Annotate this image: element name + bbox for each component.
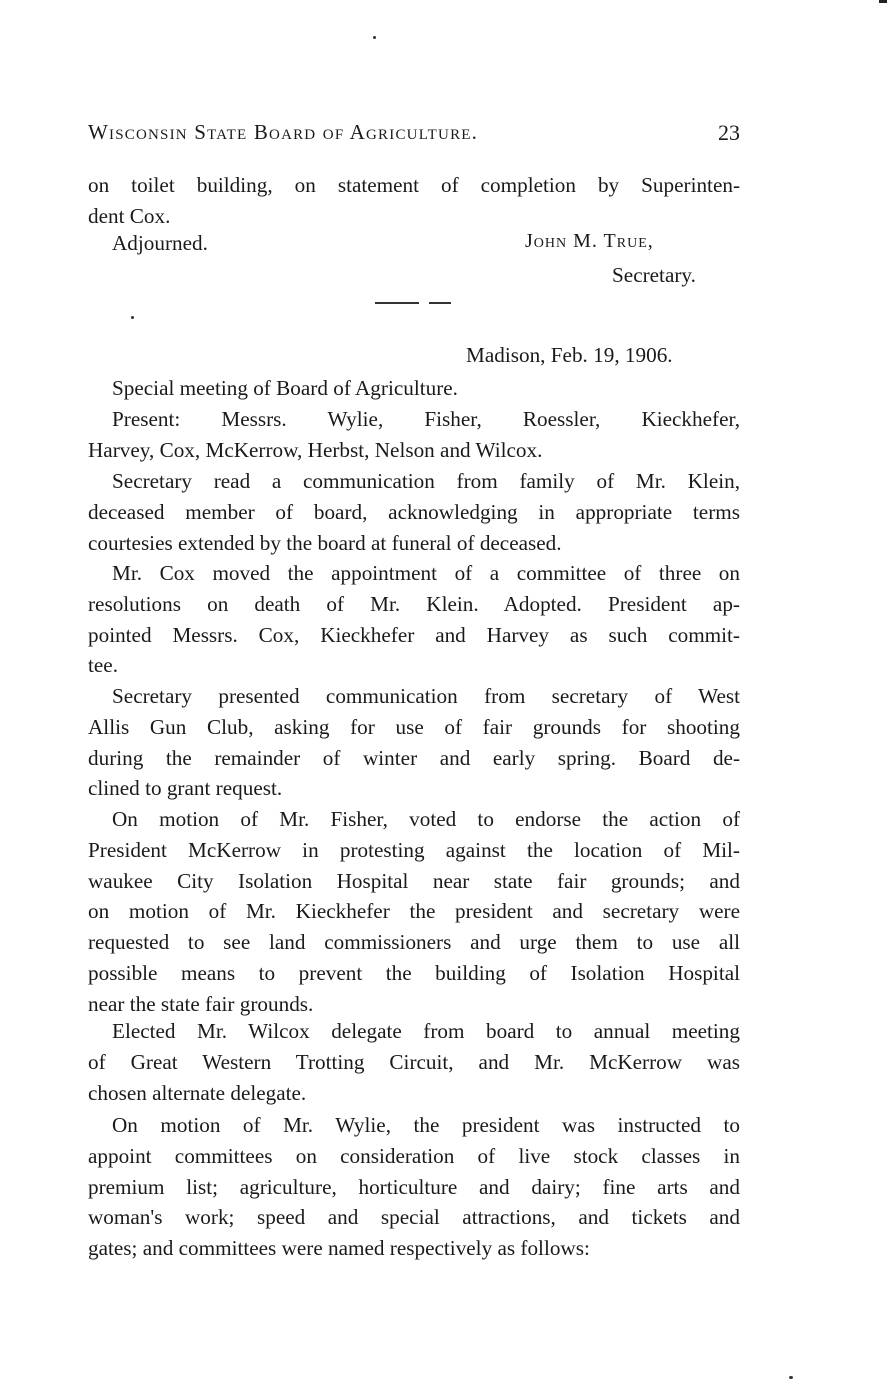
signature-name: John M. True, xyxy=(525,230,654,252)
running-head xyxy=(0,120,740,150)
text-line: Allis Gun Club, asking for use of fair grounds for shooting xyxy=(88,714,740,739)
text-line: On motion of Mr. Wylie, the president was instructed to xyxy=(112,1113,740,1137)
page-edge-mark xyxy=(879,0,887,3)
text-line: tee. xyxy=(88,653,118,678)
text-line: Harvey, Cox, McKerrow, Herbst, Nelson and Wilcox. xyxy=(88,437,543,462)
adjourned-text: Adjourned. xyxy=(112,231,208,255)
section-divider xyxy=(375,302,451,304)
text-line: Mr. Cox moved the appointment of a committee of three on xyxy=(112,561,740,585)
text-line: resolutions on death of Mr. Klein. Adopted. President ap- xyxy=(88,591,740,616)
paragraph-present xyxy=(88,404,740,466)
text-line: Special meeting of Board of Agriculture. xyxy=(112,376,458,400)
ink-speck xyxy=(373,36,376,39)
text-line: woman's work; speed and special attractions, and tickets and xyxy=(88,1205,740,1230)
running-title: Wisconsin State Board of Agriculture. xyxy=(88,120,479,144)
text-line: Elected Mr. Wilcox delegate from board to annual meeting xyxy=(112,1019,740,1043)
text-line: gates; and committees were named respectively as follows: xyxy=(88,1236,590,1261)
text-line: Secretary read a communication from family of Mr. Klein, xyxy=(112,469,740,493)
signature-title: Secretary. xyxy=(612,263,696,287)
text-line: near the state fair grounds. xyxy=(88,991,314,1016)
text-line: pointed Messrs. Cox, Kieckhefer and Harvey as such commit- xyxy=(88,622,740,647)
ink-speck xyxy=(131,316,134,319)
paragraph-resolutions-committee xyxy=(88,558,740,681)
paragraph-isolation-hospital xyxy=(88,804,740,1020)
text-line: on motion of Mr. Kieckhefer the president and secretary were xyxy=(88,899,740,924)
text-line: President McKerrow in protesting against the location of Mil- xyxy=(88,837,740,862)
text-line: Present: Messrs. Wylie, Fisher, Roessler, Kieckhefer, xyxy=(112,407,740,431)
meeting-dateline: Madison, Feb. 19, 1906. xyxy=(466,343,673,367)
opening-paragraph xyxy=(88,170,740,232)
text-line: courtesies extended by the board at funeral of deceased. xyxy=(88,530,562,555)
page-number: 23 xyxy=(718,120,740,145)
text-line: clined to grant request. xyxy=(88,776,283,801)
text-line: requested to see land commissioners and urge them to use all xyxy=(88,930,740,955)
text-line: deceased member of board, acknowledging in appropriate terms xyxy=(88,499,740,524)
paragraph-delegate xyxy=(88,1016,740,1108)
text-line: On motion of Mr. Fisher, voted to endorse the action of xyxy=(112,807,740,831)
text-line: during the remainder of winter and early spring. Board de- xyxy=(88,745,740,770)
text-line: on toilet building, on statement of completion by Superinten- xyxy=(88,173,740,197)
text-line: of Great Western Trotting Circuit, and Mr. McKerrow was xyxy=(88,1049,740,1074)
text-line: appoint committees on consideration of live stock classes in xyxy=(88,1143,740,1168)
paragraph-special-meeting xyxy=(88,373,740,404)
paragraph-gun-club xyxy=(88,681,740,804)
text-line: Secretary presented communication from secretary of West xyxy=(112,684,740,708)
paragraph-committees xyxy=(88,1110,740,1264)
paragraph-klein-communication xyxy=(88,466,740,558)
text-line: premium list; agriculture, horticulture and dairy; fine arts and xyxy=(88,1174,740,1199)
text-line: chosen alternate delegate. xyxy=(88,1080,307,1105)
text-line: waukee City Isolation Hospital near state fair grounds; and xyxy=(88,868,740,893)
ink-speck xyxy=(789,1376,793,1379)
text-line: dent Cox. xyxy=(88,203,171,228)
text-line: possible means to prevent the building of Isolation Hospital xyxy=(88,960,740,985)
